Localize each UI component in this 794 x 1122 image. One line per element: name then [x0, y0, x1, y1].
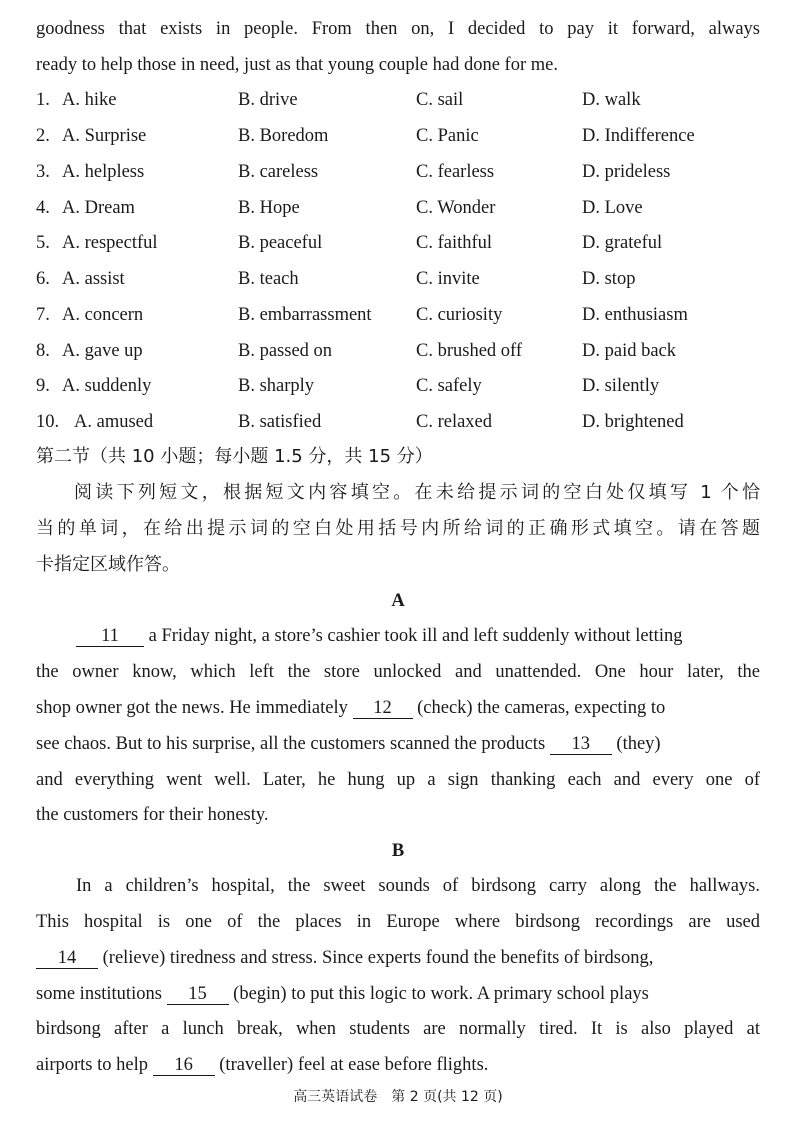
option-c: C. Wonder	[416, 198, 496, 218]
option-c: C. faithful	[416, 233, 493, 253]
passage-text-line: goodness that exists in people. From then on, I decided to pay it forward, always	[36, 19, 760, 39]
passage-a-line	[36, 696, 665, 720]
passage-b-line: birdsong after a lunch break, when students are normally tired. It is also played at	[36, 1019, 760, 1039]
option-c: C. curiosity	[416, 305, 503, 325]
passage-a-line	[76, 624, 760, 648]
option-d: D. grateful	[582, 233, 663, 253]
page-footer: 高三英语试卷 第 2 页(共 12 页)	[293, 1089, 503, 1105]
blank-13[interactable]: 13	[550, 734, 612, 755]
option-d: D. stop	[582, 269, 636, 289]
question-row	[36, 231, 760, 255]
question-row	[36, 196, 760, 220]
option-b: B. embarrassment	[238, 305, 372, 325]
passage-text: airports to help	[36, 1055, 153, 1075]
option-d: D. Indifference	[582, 126, 695, 146]
option-b: B. Boredom	[238, 126, 329, 146]
option-a: A. concern	[62, 305, 144, 325]
passage-a-line: and everything went well. Later, he hung up a sign thanking each and every one of	[36, 770, 760, 790]
question-number: 9.	[36, 376, 50, 396]
question-row	[36, 374, 760, 398]
question-number: 3.	[36, 162, 50, 182]
option-d: D. Love	[582, 198, 643, 218]
passage-text: a Friday night, a store’s cashier took ill and left suddenly without letting	[144, 626, 683, 646]
question-number: 5.	[36, 233, 50, 253]
option-c: C. Panic	[416, 126, 479, 146]
passage-text: (traveller) feel at ease before flights.	[214, 1055, 489, 1075]
passage-b-line	[36, 946, 653, 970]
question-row	[36, 124, 760, 148]
question-row	[36, 410, 760, 434]
option-d: D. enthusiasm	[582, 305, 688, 325]
option-a: A. Dream	[62, 198, 135, 218]
passage-a-line	[36, 732, 661, 756]
option-a: A. hike	[62, 90, 117, 110]
passage-b-line: This hospital is one of the places in Europe where birdsong recordings are used	[36, 912, 760, 932]
blank-12[interactable]: 12	[353, 698, 413, 719]
question-number: 10.	[36, 412, 60, 432]
passage-text: (begin) to put this logic to work. A primary school plays	[228, 984, 649, 1004]
passage-a-label: A	[391, 591, 405, 611]
question-number: 8.	[36, 341, 50, 361]
option-c: C. safely	[416, 376, 482, 396]
question-row	[36, 88, 760, 112]
option-b: B. sharply	[238, 376, 315, 396]
passage-b-line	[36, 982, 649, 1006]
option-d: D. prideless	[582, 162, 671, 182]
option-c: C. fearless	[416, 162, 495, 182]
question-row	[36, 339, 760, 363]
option-b: B. teach	[238, 269, 299, 289]
passage-text: shop owner got the news. He immediately	[36, 698, 353, 718]
option-b: B. drive	[238, 90, 298, 110]
option-d: D. brightened	[582, 412, 684, 432]
option-a: A. suddenly	[62, 376, 152, 396]
passage-a-line: the owner know, which left the store unlocked and unattended. One hour later, the	[36, 662, 760, 682]
passage-text-line: ready to help those in need, just as that young couple had done for me.	[36, 55, 558, 75]
blank-16[interactable]: 16	[153, 1055, 215, 1076]
option-c: C. sail	[416, 90, 464, 110]
question-number: 2.	[36, 126, 50, 146]
question-number: 1.	[36, 90, 50, 110]
option-d: D. silently	[582, 376, 660, 396]
passage-b-line	[36, 1053, 488, 1077]
option-b: B. satisfied	[238, 412, 322, 432]
passage-text: (relieve) tiredness and stress. Since experts found the benefits of birdsong,	[98, 948, 654, 968]
question-row	[36, 160, 760, 184]
question-number: 4.	[36, 198, 50, 218]
option-a: A. helpless	[62, 162, 145, 182]
option-c: C. relaxed	[416, 412, 493, 432]
passage-text: some institutions	[36, 984, 167, 1004]
option-a: A. gave up	[62, 341, 143, 361]
option-c: C. brushed off	[416, 341, 523, 361]
blank-14[interactable]: 14	[36, 948, 98, 969]
option-c: C. invite	[416, 269, 480, 289]
passage-a-line: the customers for their honesty.	[36, 805, 269, 825]
option-b: B. Hope	[238, 198, 300, 218]
blank-11[interactable]: 11	[76, 626, 144, 647]
passage-text: see chaos. But to his surprise, all the customers scanned the products	[36, 734, 550, 754]
option-b: B. peaceful	[238, 233, 323, 253]
option-a: A. amused	[74, 412, 154, 432]
passage-b-label: B	[391, 841, 405, 861]
passage-b-line: In a children’s hospital, the sweet sounds of birdsong carry along the hallways.	[76, 876, 760, 896]
option-a: A. assist	[62, 269, 125, 289]
option-b: B. careless	[238, 162, 319, 182]
passage-text: (they)	[611, 734, 661, 754]
option-d: D. walk	[582, 90, 641, 110]
question-row	[36, 267, 760, 291]
question-row	[36, 303, 760, 327]
option-d: D. paid back	[582, 341, 677, 361]
passage-text: (check) the cameras, expecting to	[412, 698, 666, 718]
blank-15[interactable]: 15	[167, 984, 229, 1005]
option-b: B. passed on	[238, 341, 333, 361]
question-number: 6.	[36, 269, 50, 289]
question-number: 7.	[36, 305, 50, 325]
instruction-line: 当的单词，在给出提示词的空白处用括号内所给词的正确形式填空。请在答题	[36, 518, 760, 539]
section-heading: 第二节（共 10 小题；每小题 1.5 分，共 15 分）	[36, 446, 433, 467]
instruction-line: 卡指定区域作答。	[36, 554, 180, 575]
instruction-line: 阅读下列短文，根据短文内容填空。在未给提示词的空白处仅填写 1 个恰	[74, 482, 760, 503]
option-a: A. Surprise	[62, 126, 147, 146]
option-a: A. respectful	[62, 233, 158, 253]
